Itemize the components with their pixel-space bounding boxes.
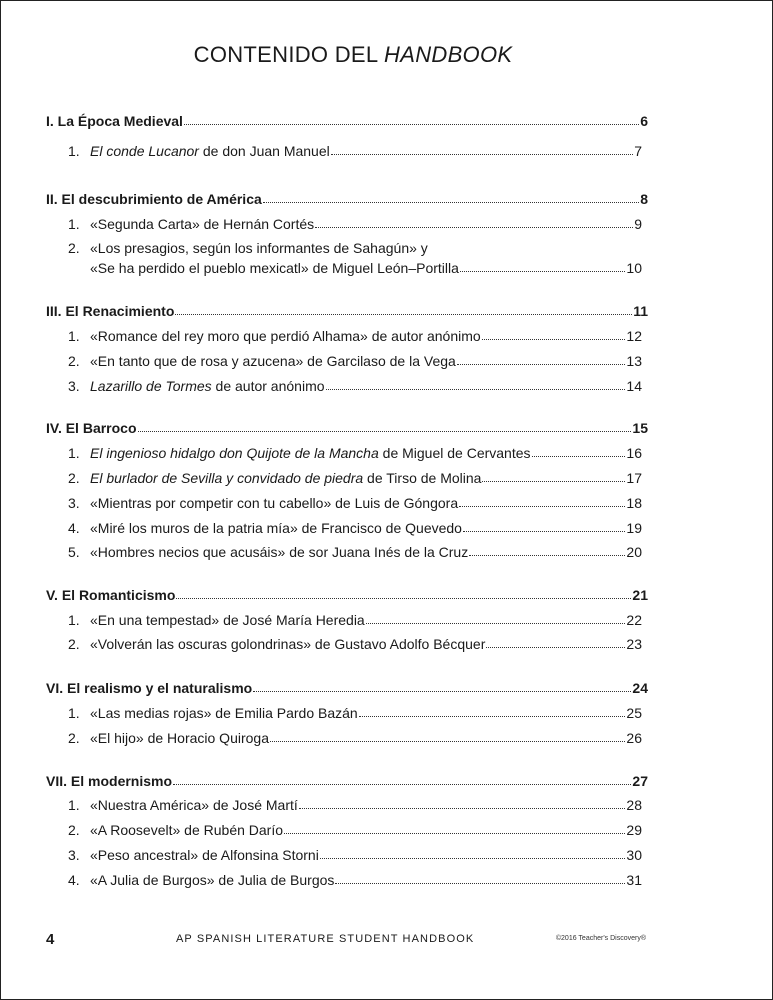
section-page-number: 6 (640, 113, 648, 129)
dot-leader (315, 227, 633, 228)
item-number: 2. (68, 240, 80, 256)
item-title (90, 822, 283, 838)
item-title-line1: «Los presagios, según los informantes de Sahagún» y (90, 240, 428, 256)
item-page-number: 10 (626, 260, 642, 276)
dot-leader (532, 456, 626, 457)
item-title-italic: Lazarillo de Tormes (90, 378, 212, 394)
dot-leader (138, 431, 632, 432)
dot-leader (469, 555, 625, 556)
item-title (90, 872, 334, 888)
item-number: 2. (68, 636, 80, 652)
section-page-number: 27 (632, 773, 648, 789)
item-page-number: 13 (626, 353, 642, 369)
toc-item-row (68, 872, 642, 888)
item-title-rest: «Mientras por competir con tu cabello» de Luis de Góngora (90, 495, 459, 511)
item-number: 2. (68, 470, 80, 486)
item-number: 1. (68, 216, 80, 232)
item-number: 3. (68, 378, 80, 394)
item-title-rest: «Miré los muros de la patria mía» de Francisco de Quevedo (90, 520, 462, 536)
dot-leader (460, 271, 626, 272)
section-page-number: 24 (632, 680, 648, 696)
item-title (90, 847, 319, 863)
dot-leader (173, 784, 631, 785)
item-page-number: 16 (626, 445, 642, 461)
toc-item-row (68, 378, 642, 394)
dot-leader (184, 124, 639, 125)
item-number: 3. (68, 495, 80, 511)
item-title-italic: El burlador de Sevilla y convidado de piedra (90, 470, 364, 486)
toc-item-row (68, 216, 642, 232)
item-title-rest: «Las medias rojas» de Emilia Pardo Bazán (90, 705, 358, 721)
footer-page-number: 4 (46, 931, 55, 948)
item-title-rest: de autor anónimo (211, 378, 325, 394)
section-label: I. La Época Medieval (46, 113, 183, 129)
title-main: CONTENIDO DEL (193, 42, 378, 67)
dot-leader (366, 623, 626, 624)
item-title (90, 378, 325, 394)
dot-leader (482, 339, 626, 340)
item-page-number: 18 (626, 495, 642, 511)
item-title (90, 544, 468, 560)
toc-item-row (68, 520, 642, 536)
item-page-number: 19 (626, 520, 642, 536)
toc-item-first-line (68, 240, 642, 256)
item-number: 4. (68, 520, 80, 536)
item-title-rest: de Tirso de Molina (363, 470, 482, 486)
toc-item-row (68, 495, 642, 511)
item-page-number: 17 (626, 470, 642, 486)
item-number: 4. (68, 872, 80, 888)
item-title (90, 328, 481, 344)
item-page-number: 25 (626, 705, 642, 721)
item-title-rest: de Miguel de Cervantes (378, 445, 531, 461)
toc-item-row (68, 470, 642, 486)
dot-leader (299, 808, 626, 809)
item-page-number: 20 (626, 544, 642, 560)
dot-leader (284, 833, 625, 834)
item-number: 2. (68, 730, 80, 746)
item-title (90, 470, 481, 486)
item-number: 3. (68, 847, 80, 863)
toc-section-row (46, 303, 648, 319)
toc-item-row (68, 260, 642, 276)
section-page-number: 15 (632, 420, 648, 436)
section-label: II. El descubrimiento de América (46, 191, 262, 207)
item-page-number: 9 (634, 216, 642, 232)
dot-leader (457, 364, 626, 365)
item-title-rest: «A Roosevelt» de Rubén Darío (90, 822, 284, 838)
dot-leader (326, 389, 626, 390)
item-title-rest: «Volverán las oscuras golondrinas» de Gustavo Adolfo Bécquer (90, 636, 486, 652)
page-title (0, 42, 706, 68)
item-number: 1. (68, 797, 80, 813)
item-number: 1. (68, 328, 80, 344)
footer-book-title: AP SPANISH LITERATURE STUDENT HANDBOOK (176, 933, 475, 945)
item-page-number: 7 (634, 143, 642, 159)
toc-item-row (68, 797, 642, 813)
toc-item-row (68, 612, 642, 628)
toc-item-row (68, 445, 642, 461)
dot-leader (175, 314, 632, 315)
item-title-rest: «Nuestra América» de José Martí (90, 797, 298, 813)
dot-leader (253, 691, 631, 692)
item-page-number: 26 (626, 730, 642, 746)
item-page-number: 14 (626, 378, 642, 394)
dot-leader (331, 154, 633, 155)
page-footer (46, 931, 646, 947)
item-title (90, 636, 485, 652)
dot-leader (463, 531, 625, 532)
dot-leader (335, 883, 625, 884)
item-number: 2. (68, 353, 80, 369)
toc-item-row (68, 636, 642, 652)
item-title (90, 705, 358, 721)
dot-leader (176, 598, 631, 599)
section-page-number: 11 (633, 303, 648, 319)
toc-item-row (68, 353, 642, 369)
item-title (90, 520, 462, 536)
toc-section-row (46, 191, 648, 207)
toc-section-row (46, 113, 648, 129)
dot-leader (482, 481, 625, 482)
item-title (90, 495, 458, 511)
item-number: 2. (68, 822, 80, 838)
item-title (90, 445, 531, 461)
toc-item-row (68, 143, 642, 159)
toc-item-row (68, 730, 642, 746)
item-page-number: 29 (626, 822, 642, 838)
item-title-italic: El conde Lucanor (90, 143, 199, 159)
toc-item-row (68, 847, 642, 863)
section-page-number: 8 (640, 191, 648, 207)
toc-item-row (68, 822, 642, 838)
item-page-number: 28 (626, 797, 642, 813)
item-title (90, 612, 365, 628)
item-title (90, 216, 314, 232)
item-page-number: 30 (626, 847, 642, 863)
item-title-rest: «En una tempestad» de José María Heredia (90, 612, 365, 628)
item-title-rest: «Segunda Carta» de Hernán Cortés (90, 216, 315, 232)
item-title-rest: «Romance del rey moro que perdió Alhama» de autor anónimo (90, 328, 481, 344)
item-title (90, 143, 330, 159)
item-number: 1. (68, 445, 80, 461)
dot-leader (359, 716, 626, 717)
toc-section-row (46, 680, 648, 696)
footer-copyright: ©2016 Teacher's Discovery® (555, 935, 646, 942)
section-label: VI. El realismo y el naturalismo (46, 680, 253, 696)
item-number: 5. (68, 544, 80, 560)
toc-item-row (68, 544, 642, 560)
item-title-rest: «El hijo» de Horacio Quiroga (90, 730, 269, 746)
item-page-number: 22 (626, 612, 642, 628)
item-number: 1. (68, 143, 80, 159)
item-page-number: 31 (626, 872, 642, 888)
toc-section-row (46, 773, 648, 789)
section-label: III. El Renacimiento (46, 303, 175, 319)
item-title-rest: «Peso ancestral» de Alfonsina Storni (90, 847, 319, 863)
item-title-rest: de don Juan Manuel (198, 143, 330, 159)
item-title-rest: «Hombres necios que acusáis» de sor Juana Inés de la Cruz (90, 544, 469, 560)
section-label: V. El Romanticismo (46, 587, 176, 603)
section-page-number: 21 (632, 587, 648, 603)
dot-leader (486, 647, 625, 648)
item-page-number: 23 (626, 636, 642, 652)
section-label: VII. El modernismo (46, 773, 173, 789)
item-title-italic: El ingenioso hidalgo don Quijote de la Mancha (90, 445, 379, 461)
toc-section-row (46, 420, 648, 436)
item-title-rest: «A Julia de Burgos» de Julia de Burgos (90, 872, 335, 888)
item-title-rest: «En tanto que de rosa y azucena» de Garcilaso de la Vega (90, 353, 456, 369)
dot-leader (459, 506, 625, 507)
toc-item-row (68, 705, 642, 721)
item-number: 1. (68, 705, 80, 721)
item-title (90, 797, 298, 813)
item-title: «Se ha perdido el pueblo mexicatl» de Miguel León–Portilla (90, 260, 459, 276)
title-italic: HANDBOOK (384, 42, 513, 67)
dot-leader (270, 741, 625, 742)
toc-item-row (68, 328, 642, 344)
toc-section-row (46, 587, 648, 603)
item-title (90, 353, 456, 369)
dot-leader (263, 202, 639, 203)
item-title (90, 730, 269, 746)
item-page-number: 12 (626, 328, 642, 344)
item-number: 1. (68, 612, 80, 628)
section-label: IV. El Barroco (46, 420, 137, 436)
dot-leader (320, 858, 626, 859)
